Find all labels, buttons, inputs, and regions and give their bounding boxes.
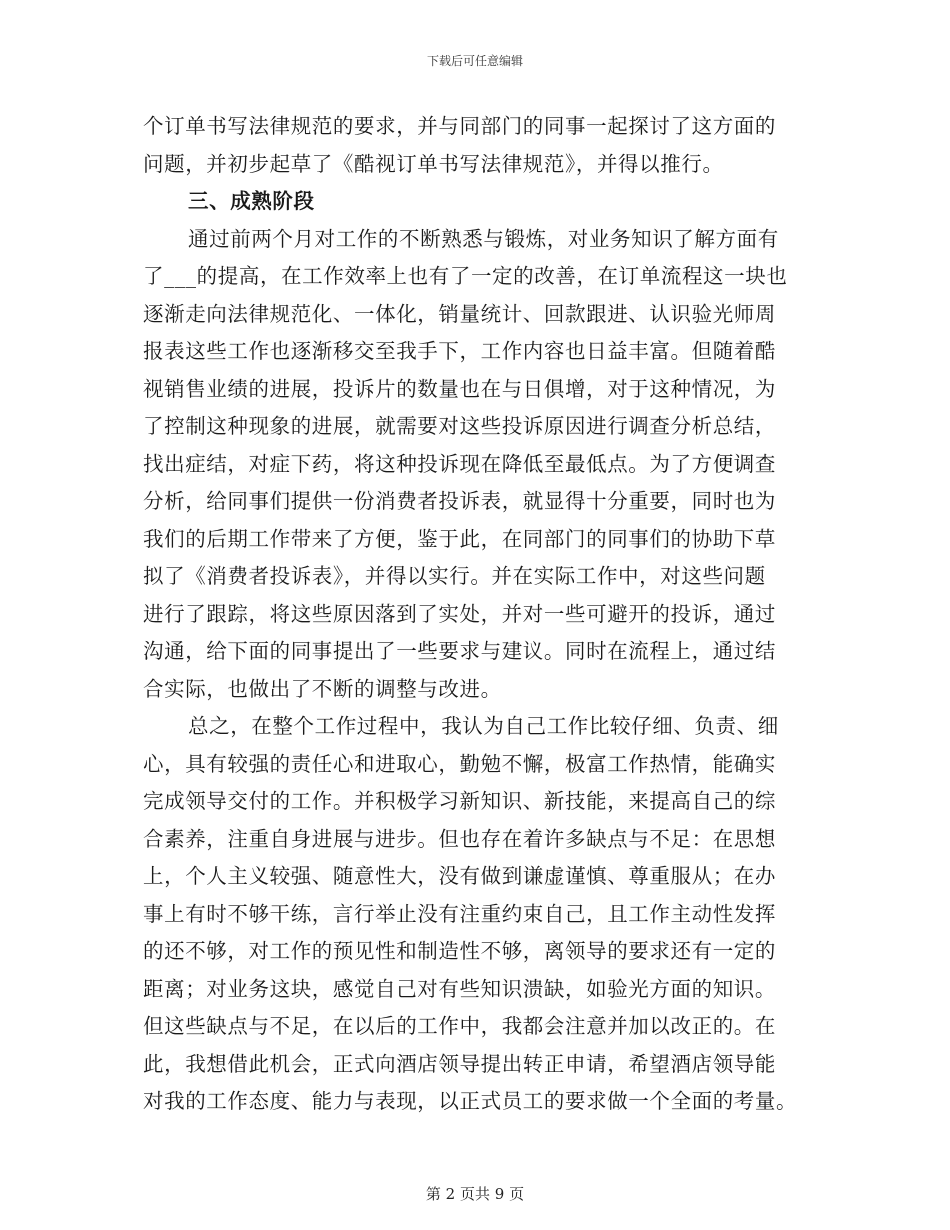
- text-line: 逐渐走向法律规范化、一体化，销量统计、回款跟进、认识验光师周: [143, 301, 776, 326]
- text-line: 视销售业绩的进展，投诉片的数量也在与日俱增，对于这种情况，为: [143, 376, 776, 401]
- text-line: 距离；对业务这块，感觉自己对有些知识溃缺，如验光方面的知识。: [143, 976, 776, 1001]
- page-footer: 第 2 页共 9 页: [425, 1185, 525, 1203]
- text-line: 我们的后期工作带来了方便，鉴于此，在同部门的同事们的协助下草: [143, 526, 776, 551]
- text-line: 了控制这种现象的进展，就需要对这些投诉原因进行调查分析总结，: [143, 414, 776, 438]
- text-line: 找出症结，对症下药，将这种投诉现在降低至最低点。为了方便调查: [143, 451, 776, 476]
- paragraph-start: 总之，在整个工作过程中，我认为自己工作比较仔细、负责、细: [188, 714, 779, 738]
- text-line: 拟了《消费者投诉表》，并得以实行。并在实际工作中，对这些问题: [143, 564, 766, 588]
- text-line: 进行了跟踪，将这些原因落到了实处，并对一些可避开的投诉，通过: [143, 601, 776, 626]
- section-heading: 三、成熟阶段: [188, 189, 315, 213]
- text-line: 对我的工作态度、能力与表现，以正式员工的要求做一个全面的考量。: [143, 1089, 798, 1113]
- text-line: 心，具有较强的责任心和进取心，勤勉不懈，极富工作热情，能确实: [143, 751, 776, 776]
- text-line: 的还不够，对工作的预见性和制造性不够，离领导的要求还有一定的: [143, 939, 776, 963]
- text-line: 完成领导交付的工作。并积极学习新知识、新技能，来提高自己的综: [143, 789, 776, 813]
- text-line: 了___的提高，在工作效率上也有了一定的改善，在订单流程这一块也: [143, 264, 788, 288]
- text-line: 但这些缺点与不足，在以后的工作中，我都会注意并加以改正的。在: [143, 1014, 776, 1038]
- text-line: 沟通，给下面的同事提出了一些要求与建议。同时在流程上，通过结: [143, 639, 776, 663]
- document-body: [143, 108, 811, 1121]
- text-line: 分析，给同事们提供一份消费者投诉表，就显得十分重要，同时也为: [143, 489, 776, 513]
- text-line: 上，个人主义较强、随意性大，没有做到谦虚谨慎、尊重服从；在办: [143, 864, 776, 888]
- text-line: 合实际，也做出了不断的调整与改进。: [143, 676, 502, 701]
- text-line: 事上有时不够干练，言行举止没有注重约束自己，且工作主动性发挥: [143, 901, 776, 926]
- text-line: 个订单书写法律规范的要求，并与同部门的同事一起探讨了这方面的: [143, 114, 776, 138]
- paragraph-start: 通过前两个月对工作的不断熟悉与锻炼，对业务知识了解方面有: [188, 226, 779, 251]
- text-line: 报表这些工作也逐渐移交至我手下，工作内容也日益丰富。但随着酷: [143, 339, 776, 363]
- text-line: 合素养，注重自身进展与进步。但也存在着许多缺点与不足：在思想: [143, 826, 776, 851]
- page-header: 下载后可任意编辑: [426, 54, 523, 68]
- text-line: 问题，并初步起草了《酷视订单书写法律规范》，并得以推行。: [143, 151, 724, 176]
- text-line: 此，我想借此机会，正式向酒店领导提出转正申请，希望酒店领导能: [143, 1051, 776, 1076]
